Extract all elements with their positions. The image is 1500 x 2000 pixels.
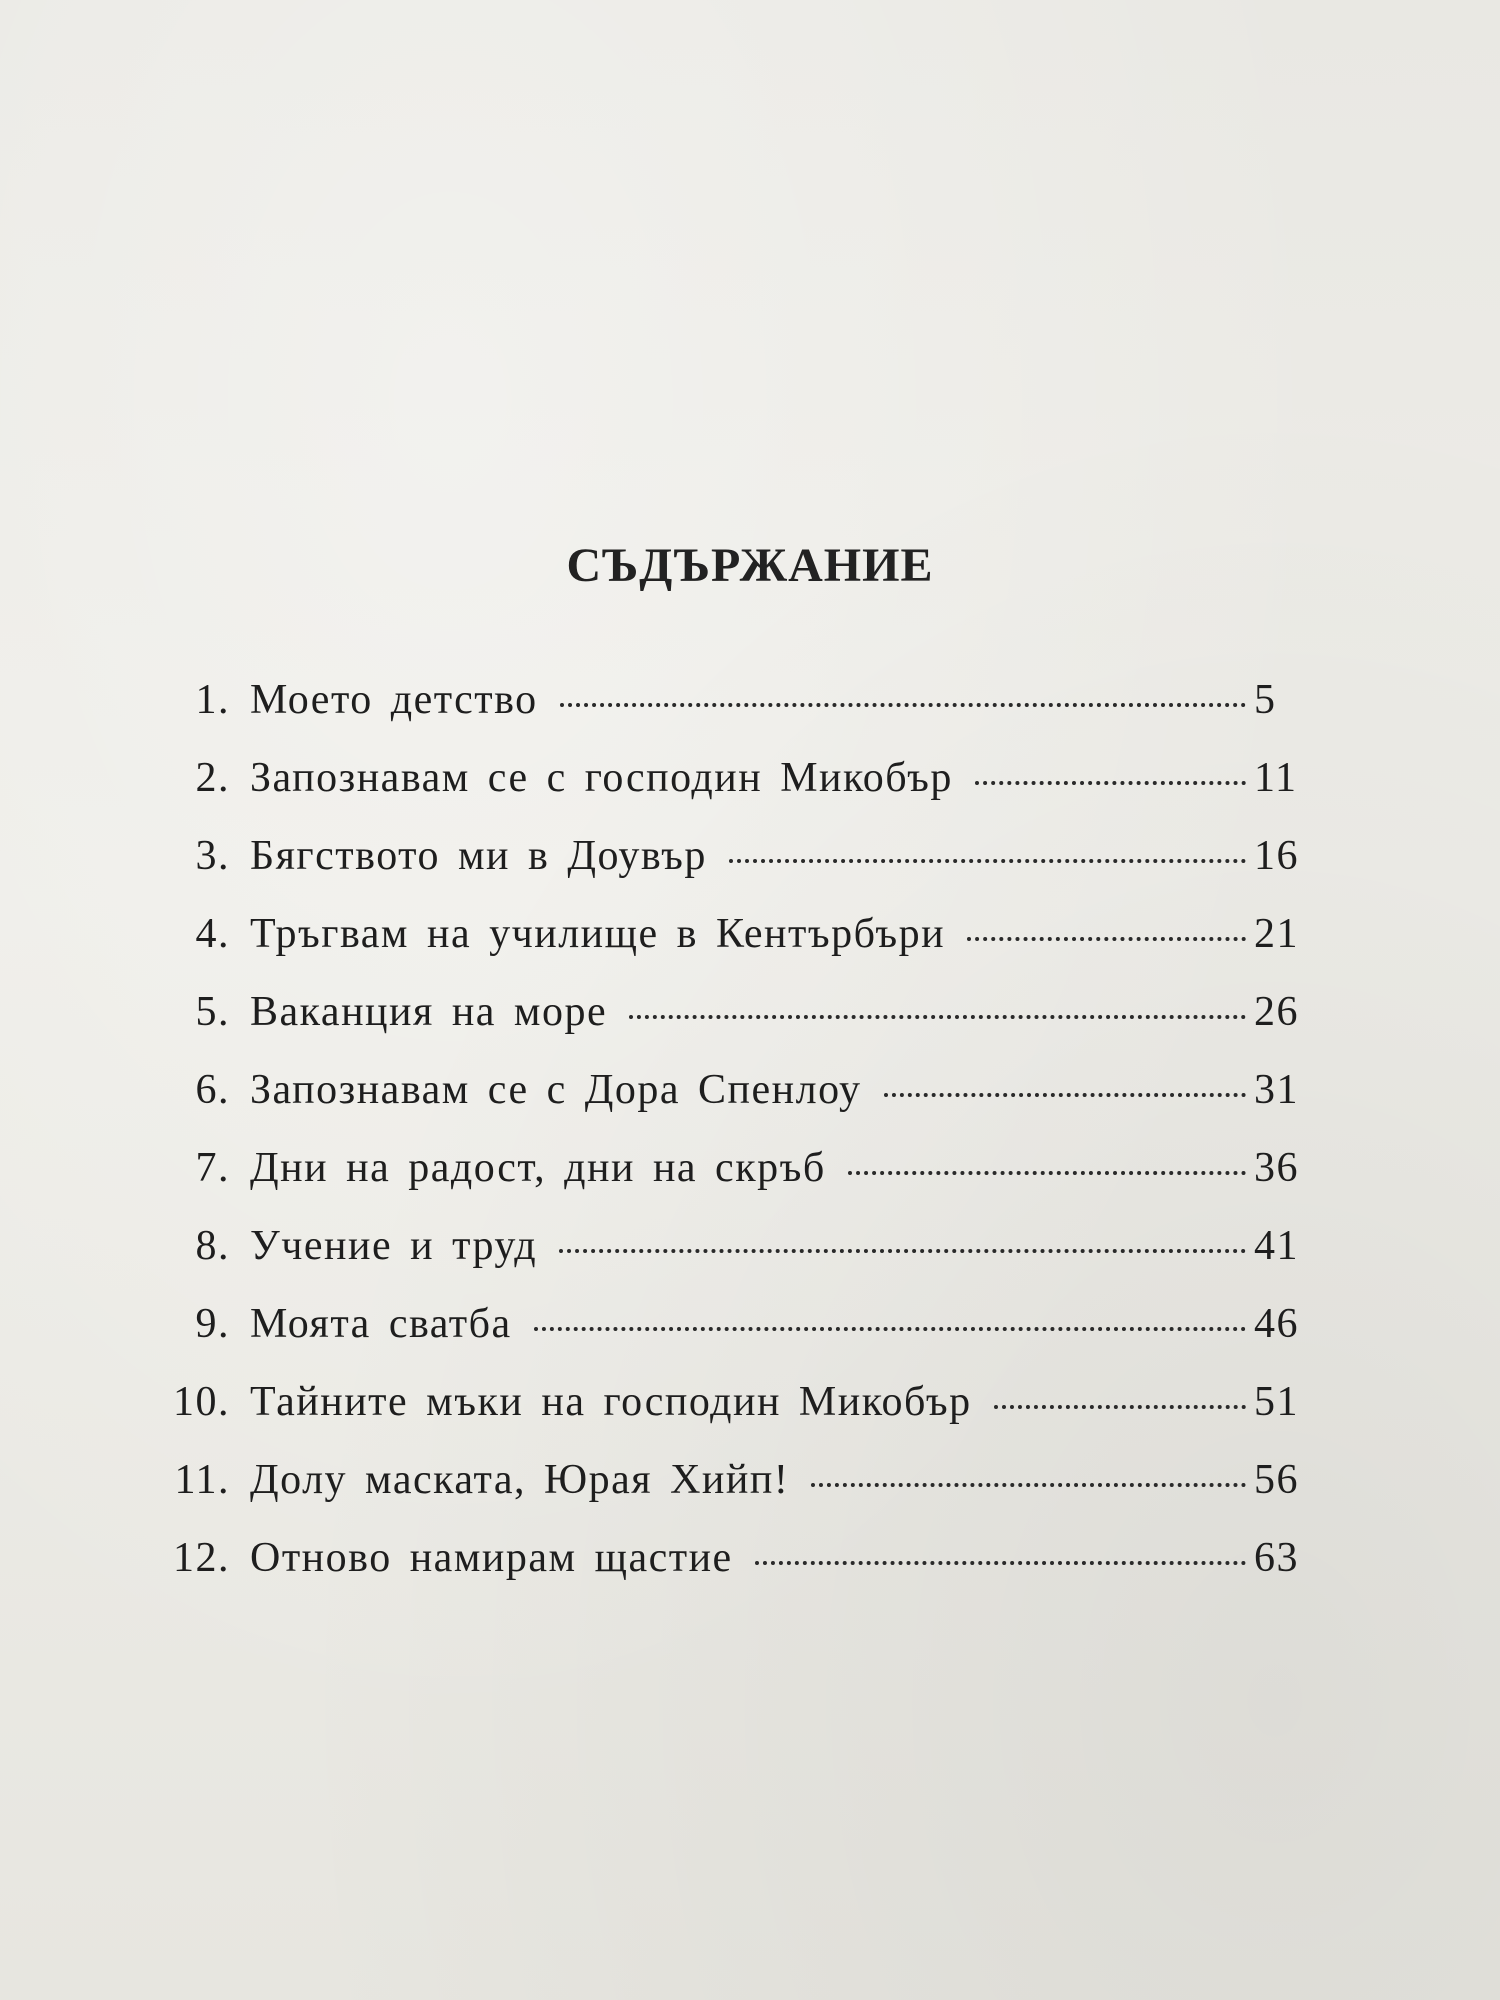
toc-entry (150, 1378, 1310, 1456)
toc-entry (150, 676, 1310, 754)
toc-entry (150, 1066, 1310, 1144)
dot-leader (629, 1015, 1246, 1019)
toc-entry (150, 910, 1310, 988)
toc-entry-page: 16 (1254, 833, 1299, 879)
toc-entry (150, 1144, 1310, 1222)
toc-entry-title: Учение и труд (250, 1223, 538, 1269)
dot-leader (811, 1483, 1246, 1487)
toc-entry-title: Запознавам се с господин Микобър (250, 755, 953, 801)
toc-entry (150, 1456, 1310, 1534)
toc-entry-page: 5 (1254, 677, 1277, 723)
toc-entry-page: 21 (1254, 911, 1299, 957)
dot-leader (994, 1405, 1246, 1409)
toc-entry-title: Тайните мъки на господин Микобър (250, 1379, 972, 1425)
toc-entry-page: 31 (1254, 1067, 1299, 1113)
dot-leader (884, 1093, 1246, 1097)
toc-entry-title: Ваканция на море (250, 989, 608, 1035)
dot-leader (848, 1171, 1246, 1175)
toc-entry-number: 2. (195, 755, 230, 801)
toc-entry-title: Моето детство (250, 677, 538, 723)
toc-entry-number: 8. (195, 1223, 230, 1269)
toc-list (150, 676, 1310, 1612)
toc-entry-title: Бягството ми в Доувър (250, 833, 707, 879)
toc-entry-page: 36 (1254, 1145, 1299, 1191)
toc-entry-number: 10. (173, 1379, 230, 1425)
dot-leader (967, 937, 1246, 941)
toc-entry-title: Долу маската, Юрая Хийп! (250, 1457, 790, 1503)
toc-entry-title: Запознавам се с Дора Спенлоу (250, 1067, 862, 1113)
toc-entry-page: 51 (1254, 1379, 1299, 1425)
toc-entry (150, 988, 1310, 1066)
toc-entry (150, 832, 1310, 910)
toc-entry-number: 7. (195, 1145, 230, 1191)
dot-leader (560, 703, 1246, 707)
toc-entry-title: Дни на радост, дни на скръб (250, 1145, 826, 1191)
toc-entry-page: 11 (1254, 755, 1298, 801)
toc-entry-number: 4. (195, 911, 230, 957)
toc-entry-number: 3. (195, 833, 230, 879)
toc-entry (150, 1534, 1310, 1612)
dot-leader (755, 1561, 1246, 1565)
toc-entry-page: 41 (1254, 1223, 1299, 1269)
dot-leader (534, 1327, 1246, 1331)
toc-entry-number: 5. (195, 989, 230, 1035)
toc-entry-page: 56 (1254, 1457, 1299, 1503)
toc-entry-title: Отново намирам щастие (250, 1535, 733, 1581)
toc-entry (150, 1222, 1310, 1300)
toc-entry-page: 46 (1254, 1301, 1299, 1347)
toc-entry (150, 1300, 1310, 1378)
toc-title: СЪДЪРЖАНИЕ (566, 539, 934, 592)
toc-entry-number: 12. (173, 1535, 230, 1581)
toc-entry-number: 1. (195, 677, 230, 723)
dot-leader (559, 1249, 1246, 1253)
toc-entry-number: 11. (174, 1457, 230, 1503)
toc-entry-number: 6. (195, 1067, 230, 1113)
dot-leader (729, 859, 1246, 863)
toc-entry-title: Тръгвам на училище в Кентърбъри (250, 911, 946, 957)
dot-leader (975, 781, 1246, 785)
toc-entry-title: Моята сватба (250, 1301, 512, 1347)
toc-entry (150, 754, 1310, 832)
toc-entry-number: 9. (195, 1301, 230, 1347)
toc-entry-page: 26 (1254, 989, 1299, 1035)
toc-entry-page: 63 (1254, 1535, 1299, 1581)
